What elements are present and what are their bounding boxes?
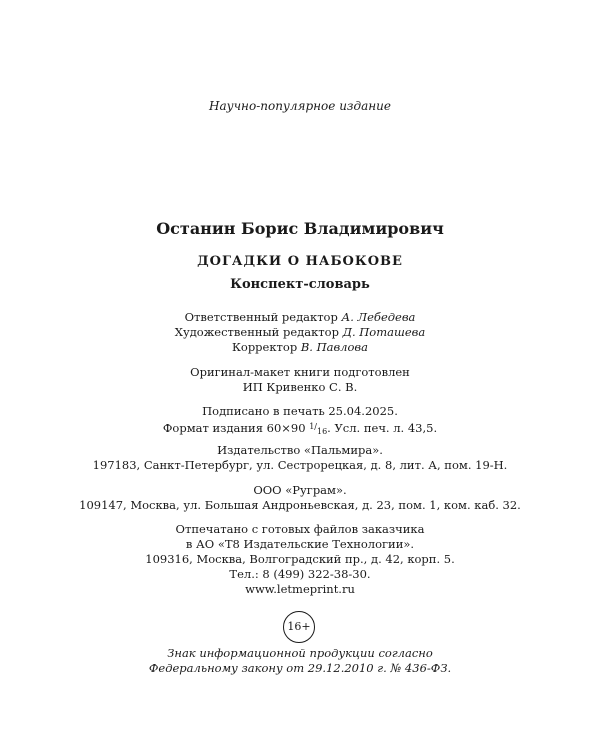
printer-block — [0, 522, 600, 597]
layout-prep-line-1: Оригинал-макет книги подготовлен — [190, 365, 410, 379]
printer-phone: Тел.: 8 (499) 322-38-30. — [229, 567, 371, 581]
age-rating-badge: 16+ — [283, 611, 315, 643]
book-title: ДОГАДКИ О НАБОКОВЕ — [197, 254, 403, 269]
format-fraction-separator: / — [314, 422, 317, 431]
format-line — [0, 419, 600, 439]
llc-name: ООО «Руграм». — [253, 483, 347, 497]
publisher-address: 197183, Санкт-Петербург, ул. Сестрорецкая, д. 8, лит. А, пом. 19-Н. — [92, 458, 508, 472]
info-product-notice — [0, 646, 600, 676]
art-editor-name: Д. Поташева — [342, 325, 426, 339]
corrector-line — [0, 340, 600, 355]
format-fraction-numerator: 1 — [309, 422, 315, 431]
corrector-label: Корректор — [232, 340, 298, 354]
layout-prep-line-2: ИП Кривенко С. В. — [242, 380, 358, 394]
publisher-name: Издательство «Пальмира». — [217, 443, 383, 457]
signed-to-print: Подписано в печать 25.04.2025. — [202, 404, 398, 418]
responsible-editor-label: Ответственный редактор — [184, 310, 338, 324]
notice-line-1: Знак информационной продукции согласно — [167, 646, 433, 660]
editors-block — [0, 310, 600, 355]
format-suffix: . Усл. печ. л. 43,5. — [327, 421, 438, 435]
llc-block — [0, 483, 600, 513]
format-prefix: Формат издания 60×90 — [162, 421, 306, 435]
corrector-name: В. Павлова — [300, 340, 368, 354]
author-name: Останин Борис Владимирович — [156, 219, 444, 238]
notice-line-2: Федеральному закону от 29.12.2010 г. № 436-ФЗ. — [148, 661, 452, 675]
printer-website: www.letmeprint.ru — [245, 582, 355, 596]
printer-line-2: в АО «Т8 Издательские Технологии». — [185, 537, 415, 551]
layout-prep-block — [0, 365, 600, 395]
book-subtitle: Конспект-словарь — [230, 277, 370, 292]
edition-type: Научно-популярное издание — [209, 99, 391, 113]
art-editor-line — [0, 325, 600, 340]
art-editor-label: Художественный редактор — [174, 325, 339, 339]
printer-line-1: Отпечатано с готовых файлов заказчика — [175, 522, 425, 536]
format-fraction-denominator: 16 — [316, 427, 328, 436]
responsible-editor-line — [0, 310, 600, 325]
printer-address: 109316, Москва, Волгоградский пр., д. 42, корп. 5. — [145, 552, 455, 566]
publisher-block — [0, 443, 600, 473]
responsible-editor-name: А. Лебедева — [341, 310, 416, 324]
llc-address: 109147, Москва, ул. Большая Андроньевская, д. 23, пом. 1, ком. каб. 32. — [79, 498, 521, 512]
print-info-block — [0, 404, 600, 439]
